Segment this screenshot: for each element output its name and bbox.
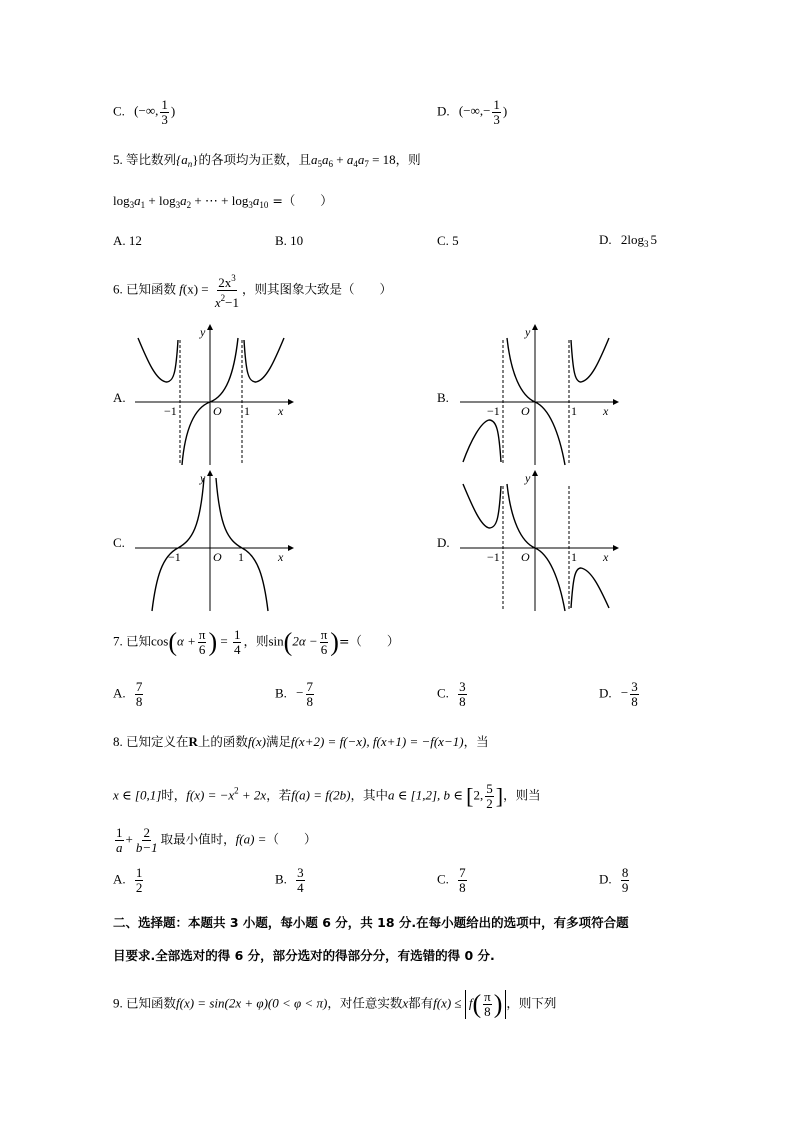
- question-text: ，则: [395, 152, 421, 167]
- graph-d-label: D.: [437, 535, 450, 550]
- subscript: 2: [186, 200, 192, 210]
- denominator: b−1: [135, 840, 158, 855]
- numerator: 8: [621, 865, 629, 880]
- question-text: ，其中: [350, 787, 389, 803]
- tick-neg1: −1: [168, 550, 181, 564]
- x-label: x: [278, 404, 284, 418]
- question-text: ，当: [463, 734, 489, 749]
- numerator: 7: [459, 865, 466, 880]
- numerator: 7: [135, 679, 143, 694]
- math: 2x: [218, 275, 232, 290]
- origin-label: O: [213, 404, 222, 418]
- origin-label: O: [521, 404, 530, 418]
- math: f: [179, 281, 183, 297]
- option-label: C.: [437, 871, 449, 887]
- math: α +: [177, 633, 196, 649]
- graph-a-label: A.: [113, 390, 126, 405]
- subscript: n: [187, 159, 193, 169]
- q5-option-a: A. 12: [113, 233, 142, 248]
- tick-neg1: −1: [487, 404, 500, 418]
- denominator: 8: [459, 694, 466, 709]
- math: a: [346, 152, 354, 167]
- graph-d: [455, 468, 625, 614]
- denominator: 8: [484, 1004, 491, 1019]
- option-label: D.: [599, 871, 612, 887]
- numerator: [217, 271, 237, 291]
- question-number: 6.: [113, 281, 123, 297]
- q5-option-d: [599, 232, 657, 249]
- math: +: [332, 152, 347, 167]
- math: a: [134, 193, 141, 208]
- option-label: B.: [275, 685, 287, 701]
- option-text: ): [502, 103, 508, 119]
- numerator: 1: [233, 627, 241, 642]
- graph-c: [130, 468, 300, 614]
- denominator: 4: [233, 642, 241, 657]
- subscript: 3: [248, 200, 253, 210]
- fraction: [296, 866, 305, 895]
- math: 2log: [620, 232, 645, 247]
- subscript: 3: [175, 200, 181, 210]
- math: (x) =: [182, 281, 209, 297]
- x-axis-arrow: [288, 545, 294, 551]
- question-number: 8.: [113, 734, 123, 749]
- q4-option-d: [437, 98, 507, 127]
- option-text: (−∞,−: [458, 103, 491, 119]
- math: a: [252, 193, 260, 208]
- numerator: 1: [493, 97, 500, 112]
- q6-stem: [113, 271, 392, 310]
- q7-option-b: [275, 680, 316, 709]
- question-text: 时，: [161, 787, 187, 803]
- fraction: [485, 782, 494, 811]
- fraction: [135, 680, 144, 709]
- fraction: [630, 680, 639, 709]
- numerator: 1: [116, 825, 123, 840]
- section-2-header-line2: 目要求.全部选对的得 6 分，部分选对的得部分分，有选错的得 0 分.: [113, 948, 495, 963]
- question-text: 都有: [408, 995, 434, 1011]
- sequence: [176, 152, 198, 167]
- paren: ): [330, 627, 339, 657]
- option-label: D.: [599, 232, 612, 247]
- q5-stem: [113, 150, 421, 169]
- option-label: D.: [599, 685, 612, 701]
- question-text: ，若: [266, 787, 292, 803]
- question-text: 的各项均为正数，且: [198, 152, 311, 167]
- subscript: 6: [328, 159, 333, 169]
- superscript: 2: [234, 785, 239, 796]
- paren: (: [472, 989, 482, 1019]
- math: a: [357, 152, 365, 167]
- denominator: 8: [459, 880, 466, 895]
- denominator: 8: [135, 694, 143, 709]
- subscript: 10: [259, 200, 269, 210]
- question-text: ，则其图象大致是（ ）: [242, 281, 393, 297]
- math: 5: [650, 232, 658, 247]
- question-text: 上的函数: [197, 734, 248, 749]
- x-axis-arrow: [288, 399, 294, 405]
- answer-blank: =（ ）: [338, 633, 400, 649]
- curve-left-branch: [463, 484, 501, 528]
- math: + ⋯ + log: [191, 193, 249, 208]
- math: f: [468, 995, 473, 1011]
- fraction: [320, 628, 329, 657]
- curve-right-branch: [571, 568, 609, 608]
- tick-1: 1: [238, 550, 244, 564]
- math: −1: [225, 295, 240, 310]
- fraction: [458, 866, 467, 895]
- question-text: 已知定义在: [126, 734, 189, 749]
- subscript: 7: [364, 159, 369, 169]
- section-2-header-line1: 二、选择题：本题共 3 小题，每小题 6 分，共 18 分.在每小题给出的选项中，有多项符合题: [113, 915, 629, 930]
- denominator: 3: [493, 112, 500, 127]
- curve-right-branch: [244, 338, 284, 382]
- option-label: A.: [113, 871, 126, 887]
- numerator: π: [198, 627, 206, 642]
- fraction: [214, 271, 240, 310]
- answer-blank: （ ）: [266, 831, 317, 847]
- numerator: 1: [161, 97, 168, 112]
- paren: ): [493, 989, 503, 1019]
- equation: [311, 152, 396, 167]
- tick-neg1: −1: [487, 550, 500, 564]
- denominator: 8: [306, 694, 314, 709]
- option-label: C.: [113, 103, 125, 119]
- q5-expression: [113, 191, 333, 210]
- math: }: [192, 152, 199, 167]
- option-label: C.: [437, 685, 449, 701]
- graph-c-label: C.: [113, 535, 125, 550]
- denominator: 3: [161, 112, 168, 127]
- q8-option-b: [275, 866, 307, 895]
- q8-stem-line3: [113, 826, 316, 855]
- superscript: 3: [231, 273, 236, 283]
- tick-neg1: −1: [164, 404, 177, 418]
- question-text: ，则: [243, 633, 269, 649]
- q8-option-a: [113, 866, 145, 895]
- numerator: π: [484, 989, 491, 1004]
- q8-stem-line2: [113, 782, 541, 811]
- paren: (: [168, 627, 178, 657]
- math: = 18: [368, 152, 396, 167]
- math: {a: [176, 152, 188, 167]
- curve-right-branch: [571, 338, 609, 382]
- question-number: 7.: [113, 633, 123, 649]
- q4-option-c: [113, 98, 175, 127]
- q5-option-c: C. 5: [437, 233, 459, 248]
- math: f(x): [247, 734, 266, 749]
- numerator: 1: [135, 865, 143, 880]
- denominator: 6: [320, 642, 328, 657]
- question-text: ，则下列: [506, 995, 557, 1011]
- tick-1: 1: [571, 404, 577, 418]
- math: a: [321, 152, 329, 167]
- y-label: y: [525, 325, 531, 339]
- y-axis-arrow: [207, 470, 213, 476]
- answer-blank: =（ ）: [268, 193, 333, 208]
- fraction: [135, 866, 144, 895]
- question-number: 5.: [113, 152, 123, 167]
- denominator: a: [116, 840, 123, 855]
- denominator: 8: [631, 694, 638, 709]
- graph-b: [455, 322, 625, 468]
- q5-option-b: B. 10: [275, 233, 304, 248]
- question-text: 取最小值时，: [160, 831, 236, 847]
- curve-left-branch: [463, 420, 501, 462]
- q8-option-d: [599, 866, 631, 895]
- origin-label: O: [213, 550, 222, 564]
- math: f(x) ≤: [433, 995, 462, 1011]
- bracket: [: [466, 783, 474, 809]
- question-text: 等比数列: [126, 152, 177, 167]
- fraction: [483, 990, 492, 1019]
- q7-stem: [113, 628, 399, 657]
- subscript: 3: [129, 200, 135, 210]
- numerator: 2: [143, 825, 150, 840]
- q9-stem: [113, 990, 556, 1019]
- math: f(x) = sin(2x + φ)(0 < φ < π): [176, 995, 328, 1011]
- math: sin: [268, 633, 284, 649]
- curve-left-branch: [138, 338, 178, 382]
- curve-left-branch: [152, 478, 204, 611]
- fraction: [306, 680, 315, 709]
- question-text: 满足: [265, 734, 291, 749]
- math: + 2x: [238, 787, 267, 803]
- math: =: [220, 633, 228, 649]
- math: 2α −: [292, 633, 318, 649]
- y-label: y: [200, 471, 206, 485]
- math: f(x) = −x: [186, 787, 235, 803]
- subscript: 3: [644, 239, 649, 249]
- option-label: B.: [275, 871, 287, 887]
- tick-1: 1: [244, 404, 250, 418]
- option-label: A.: [113, 685, 126, 701]
- absolute-value: [465, 990, 507, 1019]
- subscript: 4: [353, 159, 358, 169]
- question-text: 已知函数: [126, 995, 177, 1011]
- math: 2,: [473, 787, 484, 803]
- subscript: 5: [317, 159, 322, 169]
- q8-stem-line1: [113, 732, 489, 750]
- math: a: [180, 193, 187, 208]
- fraction: [621, 866, 630, 895]
- math: cos: [151, 633, 169, 649]
- x-label: x: [278, 550, 284, 564]
- math: a ∈ [1,2], b ∈: [388, 787, 463, 803]
- x-axis-arrow: [613, 399, 619, 405]
- q7-option-c: [437, 680, 469, 709]
- x-label: x: [603, 404, 609, 418]
- numerator: 3: [459, 679, 466, 694]
- question-text: ，则当: [503, 787, 541, 803]
- curve-right-branch: [216, 478, 268, 611]
- numerator: 5: [486, 781, 493, 796]
- denominator: 2: [486, 796, 493, 811]
- fraction: [198, 628, 207, 657]
- math: + log: [145, 193, 176, 208]
- math: −: [296, 685, 304, 701]
- paren: (: [283, 627, 293, 657]
- math: x: [402, 995, 409, 1011]
- math: x: [214, 295, 221, 310]
- denominator: 9: [621, 880, 629, 895]
- fraction: [115, 826, 124, 855]
- math: x ∈ [0,1]: [113, 787, 162, 803]
- math: R: [188, 734, 198, 749]
- graph-b-label: B.: [437, 390, 449, 405]
- denominator: 4: [297, 880, 304, 895]
- fraction: [233, 628, 242, 657]
- y-axis-arrow: [532, 470, 538, 476]
- fraction: [492, 98, 501, 127]
- question-number: 9.: [113, 995, 123, 1011]
- graph-a: [130, 322, 300, 468]
- question-text: 已知: [126, 633, 152, 649]
- y-label: y: [525, 471, 531, 485]
- subscript: 1: [140, 200, 146, 210]
- math: +: [125, 831, 133, 847]
- fraction: [160, 98, 169, 127]
- fraction: [458, 680, 467, 709]
- tick-1: 1: [571, 550, 577, 564]
- option-text: ): [170, 103, 176, 119]
- option-label: D.: [437, 103, 450, 119]
- origin-label: O: [521, 550, 530, 564]
- q8-option-c: [437, 866, 469, 895]
- numerator: 7: [306, 679, 314, 694]
- question-text: ，对任意实数: [327, 995, 403, 1011]
- q7-option-d: [599, 680, 641, 709]
- x-axis-arrow: [613, 545, 619, 551]
- math: f(x+2) = f(−x), f(x+1) = −f(x−1): [290, 734, 464, 749]
- denominator: 2: [135, 880, 143, 895]
- x-label: x: [603, 550, 609, 564]
- fraction: [135, 826, 159, 855]
- numerator: 3: [297, 865, 304, 880]
- math: f(a) =: [235, 831, 267, 847]
- numerator: 3: [631, 679, 638, 694]
- y-axis-arrow: [207, 324, 213, 330]
- y-axis-arrow: [532, 324, 538, 330]
- math: a: [310, 152, 318, 167]
- option-text: (−∞,: [134, 103, 159, 119]
- bracket: ]: [495, 783, 504, 809]
- question-text: 已知函数: [126, 281, 177, 297]
- denominator: [214, 291, 240, 310]
- paren: ): [208, 627, 218, 657]
- math: log: [113, 193, 130, 208]
- math: −: [620, 685, 629, 701]
- numerator: π: [320, 627, 328, 642]
- math: f(a) = f(2b): [291, 787, 351, 803]
- superscript: 2: [220, 293, 226, 303]
- q7-option-a: [113, 680, 145, 709]
- denominator: 6: [198, 642, 206, 657]
- y-label: y: [200, 325, 206, 339]
